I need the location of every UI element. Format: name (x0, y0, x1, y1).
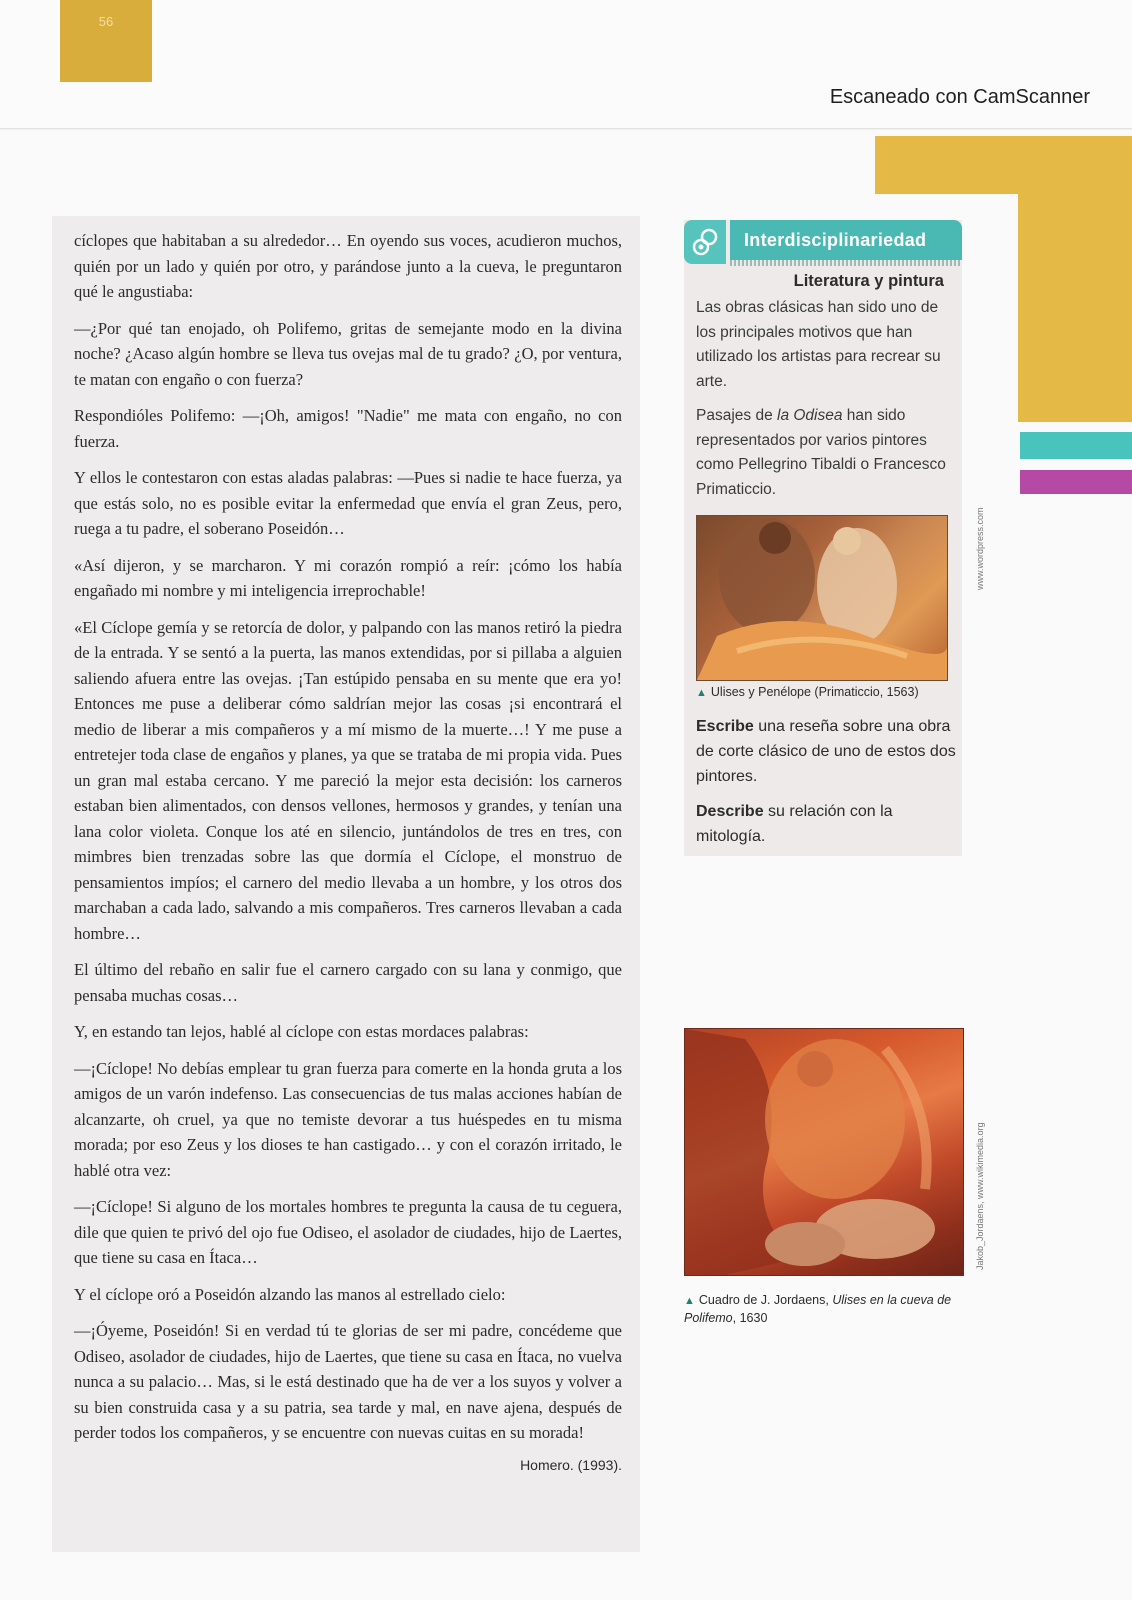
paragraph: Y el cíclope oró a Poseidón alzando las manos al estrellado cielo: (74, 1284, 506, 1304)
citation: Homero. (1993). (520, 1456, 622, 1473)
painting-ulises-penelope (696, 515, 948, 681)
caption-text: Ulises y Penélope (Primaticcio, 1563) (710, 685, 919, 699)
box-tasks (696, 714, 956, 859)
paragraph: cíclopes que habitaban a su alrededor… En oyendo sus voces, acudieron muchos, quién por un lado y quién por otro, y parándose junto a la cueva, le preguntaron qué le angustiaba: (74, 231, 622, 301)
connection-icon (684, 220, 726, 264)
paragraph: «El Cíclope gemía y se retorcía de dolor, y palpando con las manos retiró la piedra de la entrada. Y se sentó a la puerta, las manos extendidas, por si pillaba a alguien saliendo afuera entre las ovejas. ¡Tan estúpido pensaba en su mente que era yo! Entonces me puse a deliberar cómo saldrían mejor las cosas ¡si encontrará el medio de liberar a mis compañeros y a mí mismo de la muerte…! Y me puse a entretejer toda clase de engaños y planes, ya que se trataba de mi propia vida. Pues un gran mal estaba cercano. Y me pareció la mejor esta decisión: los carneros estaban bien alimentados, con densos vellones, hermosos y grandes, y tenían una lana color violeta. Conque los até en silencio, juntándolos de tres en tres, con mimbres bien trenzadas sobre las que dormía el Cíclope, el monstruo de pensamientos impíos; el carnero del medio llevaba a un hombre, y los otros dos marchaban a cada lado, salvando a mis compañeros. Tres carneros llevaban a cada hombre… (74, 617, 622, 943)
paragraph: —¡Cíclope! No debías emplear tu gran fuerza para comerte en la honda gruta a los amigos de un varón indefenso. Las consecuencias de tus malas acciones habían de alcanzarte, oh cruel, ya que no temiste devorar a tus huéspedes en tu misma morada; por eso Zeus y los dioses te han castigado… y con el corazón irritado, le hablé otra vez: (74, 1058, 622, 1180)
triangle-icon: ▲ (684, 1295, 695, 1307)
box-body (696, 296, 952, 512)
paragraph: «Así dijeron, y se marcharon. Y mi corazón rompió a reír: ¡cómo los había engañado mi nombre y mi inteligencia irreprochable! (74, 555, 622, 600)
box-subtitle: Literatura y pintura (793, 272, 944, 290)
image-credit-2: Jakob_Jordaens, www.wikimedia.org (975, 1122, 985, 1270)
scanner-watermark: Escaneado con CamScanner (829, 86, 1090, 108)
paragraph: —¿Por qué tan enojado, oh Polifemo, gritas de semejante modo en la divina noche? ¿Acaso algún hombre se lleva tus ovejas mal de tu grado? ¿O, por ventura, te matan con engaño o con fuerza? (74, 318, 622, 389)
task-text: su relación con la mitología. (696, 803, 893, 845)
interdisciplinary-box (684, 220, 962, 856)
paragraph: —¡Óyeme, Poseidón! Si en verdad tú te glorias de ser mi padre, concédeme que Odiseo, asolador de ciudades, hijo de Laertes, que tiene su casa en Ítaca, no vuelva nunca a su palacio… Mas, si le está destinado que ha de ver a los suyos y volver a su bien construida casa y a su patria, sea tarde y mal, en nave ajena, después de perder todos los compañeros, y se encuentre con nuevas cuitas en su morada! (74, 1321, 622, 1442)
text-span: Pasajes de (696, 407, 777, 424)
task-text: una reseña sobre una obra de corte clásico de uno de estos dos pintores. (696, 718, 956, 785)
title-underline (730, 260, 962, 266)
main-text-column (52, 216, 640, 1552)
paragraph: Y, en estando tan lejos, hablé al cíclope con estas mordaces palabras: (74, 1022, 529, 1041)
triangle-icon: ▲ (696, 687, 707, 699)
caption-italic-title: Ulises en la cueva de Polifemo (684, 1293, 952, 1325)
task-2 (696, 799, 956, 849)
paragraph: Y ellos le contestaron con estas aladas palabras: —Pues si nadie te hace fuerza, ya que estás solo, no es posible evitar la enfermedad que envía el gran Zeus, pero, ruega a tu padre, el soberano Poseidón… (74, 468, 622, 538)
text-span: han sido representados por varios pintores como Pellegrino Tibaldi o Francesco Primaticcio. (696, 407, 946, 498)
paragraph: —¡Cíclope! Si alguno de los mortales hombres te pregunta la causa de tu ceguera, dile que quien te privó del ojo fue Odiseo, el asolador de ciudades, hijo de Laertes, que tiene su casa en Ítaca… (74, 1197, 622, 1267)
caption-text: , 1630 (732, 1311, 768, 1325)
paragraph: El último del rebaño en salir fue el carnero cargado con su lana y conmigo, que pensaba muchas cosas… (74, 960, 622, 1005)
image-credit-1: www.wordpress.com (975, 507, 985, 590)
box-header (684, 220, 962, 266)
box-title: Interdisciplinariedad (730, 220, 962, 260)
painting-ulises-cueva-polifemo (684, 1028, 964, 1276)
task-verb: Escribe (696, 718, 754, 735)
task-verb: Describe (696, 803, 764, 820)
caption-text: Cuadro de J. Jordaens, (698, 1293, 833, 1307)
task-1 (696, 714, 956, 789)
italic-title: la Odisea (777, 407, 843, 424)
caption-figure-2 (684, 1292, 974, 1327)
decorative-magenta-band (1020, 470, 1132, 494)
page-number-tab (60, 0, 152, 82)
decorative-yellow-strip (1018, 136, 1132, 422)
caption-figure-1 (696, 685, 952, 699)
box-paragraph (696, 404, 952, 502)
page-number: 56 (98, 14, 114, 29)
paragraph: Respondióles Polifemo: —¡Oh, amigos! "Nadie" me mata con engaño, no con fuerza. (74, 406, 622, 451)
scan-header (0, 0, 1132, 129)
box-paragraph: Las obras clásicas han sido uno de los principales motivos que han utilizado los artistas para recrear su arte. (696, 299, 941, 390)
decorative-teal-band (1020, 432, 1132, 459)
decorative-yellow-band (875, 136, 1023, 194)
